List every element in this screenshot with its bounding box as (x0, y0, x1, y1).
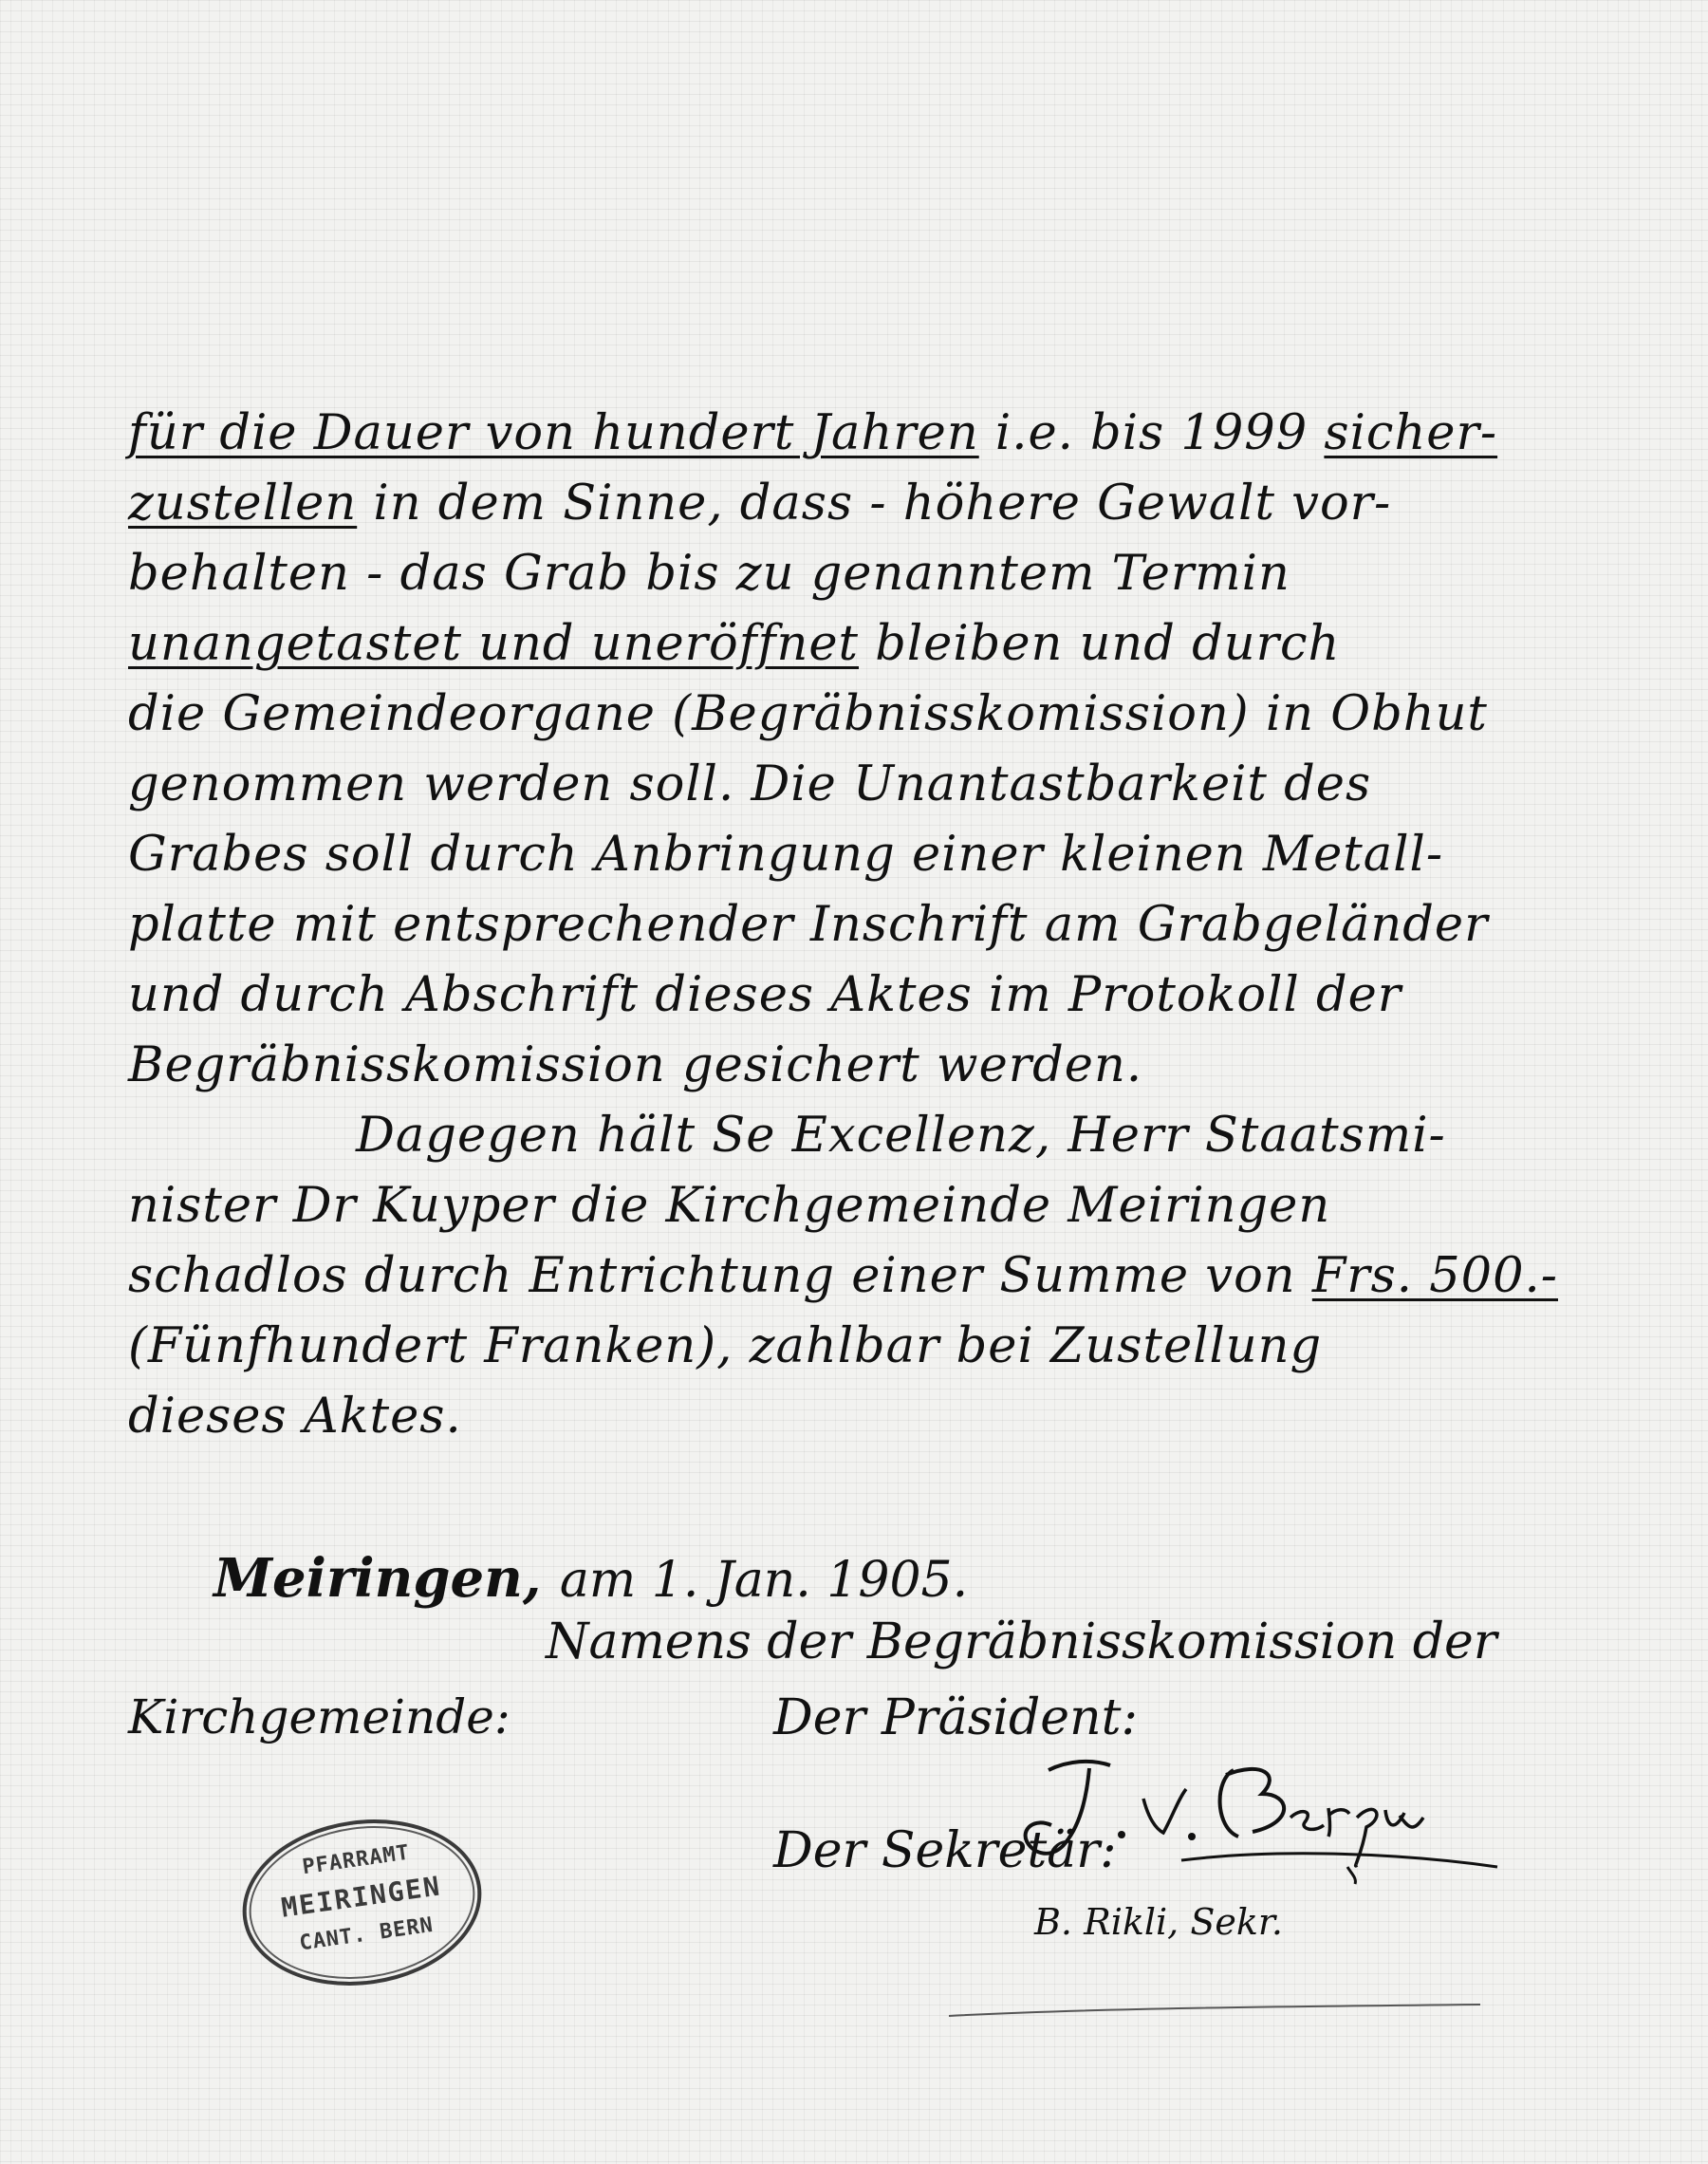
underlined-phrase: unangetastet und uneröffnet (128, 616, 860, 672)
underlined-phrase: zustellen (128, 476, 358, 532)
president-label: Der Präsident: (773, 1689, 1138, 1746)
text-line: schadlos durch Entrichtung einer Summe von Frs. 500.- (128, 1248, 1558, 1304)
underlined-phrase: Frs. 500.- (1311, 1248, 1558, 1304)
text-line: genommen werden soll. Die Unantastbarkeit des (128, 756, 1372, 812)
kirchgemeinde-label: Kirchgemeinde: (128, 1689, 511, 1744)
place: Meiringen, (214, 1547, 542, 1610)
text-line: und durch Abschrift dieses Aktes im Protokoll der (128, 967, 1402, 1023)
stamp-line-1: PFARRAMT (301, 1840, 412, 1880)
underlined-phrase: für die Dauer von hundert Jahren (128, 405, 979, 461)
text-line: Grabes soll durch Anbringung einer kleinen Metall- (128, 827, 1444, 883)
text-line: behalten - das Grab bis zu genanntem Termin (128, 546, 1290, 602)
text-line: (Fünfhundert Franken), zahlbar bei Zustellung (128, 1318, 1323, 1374)
text-line: platte mit entsprechender Inschrift am Grabgeländer (128, 897, 1489, 953)
text-line: für die Dauer von hundert Jahren i.e. bis 1999 sicher- (128, 405, 1498, 461)
underlined-phrase: sicher- (1324, 405, 1498, 461)
text-line: nister Dr Kuyper die Kirchgemeinde Meiringen (128, 1178, 1331, 1234)
text-line: dieses Aktes. (128, 1389, 462, 1445)
text-line: Dagegen hält Se Excellenz, Herr Staatsmi- (356, 1108, 1446, 1164)
signature-line (949, 2003, 1480, 2022)
stamp-line-2: MEIRINGEN (279, 1870, 443, 1924)
names-line: Namens der Begräbnisskomission der (546, 1614, 1497, 1670)
text-line: die Gemeindeorgane (Begräbnisskomission) in Obhut (128, 686, 1488, 742)
stamp-line-3: CANT. BERN (297, 1912, 436, 1956)
text-line: zustellen in dem Sinne, dass - höhere Gewalt vor- (128, 476, 1392, 532)
date: am 1. Jan. 1905. (559, 1552, 969, 1609)
text-line: Begräbnisskomission gesichert werden. (128, 1037, 1143, 1093)
secretary-signature: B. Rikli, Sekr. (1034, 1901, 1283, 1943)
secretary-label: Der Sekretär: (773, 1822, 1117, 1879)
text-line: unangetastet und uneröffnet bleiben und durch (128, 616, 1341, 672)
place-date (214, 1547, 968, 1610)
document-body (128, 399, 1684, 1452)
parish-stamp (232, 1804, 492, 2001)
